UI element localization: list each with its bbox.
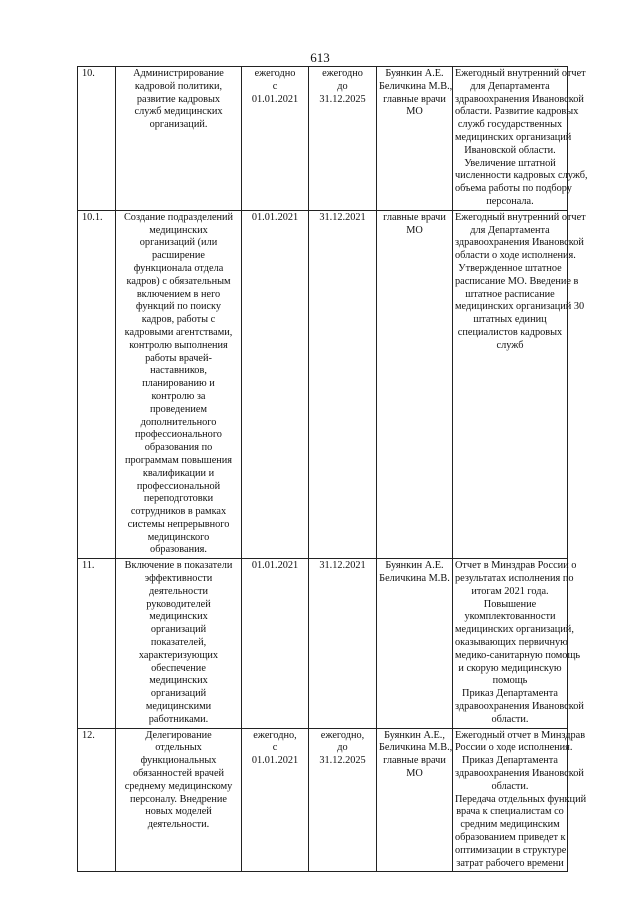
cell-line: области о ходе исполнения. (455, 250, 576, 262)
table-row (78, 559, 568, 728)
cell-line: объема работы по подбору (455, 183, 572, 195)
result-cell (453, 67, 588, 211)
cell-line: служб (496, 339, 524, 351)
cell-line: средним медицинским (460, 819, 560, 831)
cell-line: кадров) с обязательным (126, 275, 231, 287)
row-number: 10. (78, 67, 116, 211)
cell-line: медико-санитарную помощь (455, 649, 581, 661)
row-number: 12. (78, 728, 116, 872)
cell-line: ежегодно, (320, 729, 365, 741)
cell-line: новых моделей (145, 806, 212, 818)
cell-line: персонала. (486, 195, 534, 207)
cell-line: организаций (или (139, 237, 218, 249)
cell-line: кадровой политики, (134, 80, 223, 92)
cell-line: обязанностей врачей (132, 768, 225, 780)
cell-line: 01.01.2021 (251, 560, 299, 572)
cell-line: здравоохранения Ивановской (455, 768, 584, 780)
cell-line: 31.12.2021 (319, 211, 366, 223)
start-date-cell (242, 210, 309, 559)
responsible-cell (377, 67, 453, 211)
end-date-cell (309, 67, 377, 211)
cell-line: 01.01.2021 (251, 755, 299, 767)
cell-line: области. (491, 780, 529, 792)
cell-line: Делегирование (145, 729, 212, 741)
cell-line: наставников, (150, 365, 207, 377)
cell-line: Буянкин А.Е., (384, 729, 445, 741)
cell-line: системы непрерывного (127, 518, 230, 530)
cell-line: служб медицинских (134, 106, 223, 118)
cell-line: функционала отдела (133, 262, 224, 274)
cell-line: области. (491, 713, 529, 725)
cell-line: переподготовки (143, 493, 214, 505)
cell-line: для Департамента (470, 224, 550, 236)
cell-line: главные врачи (383, 93, 446, 105)
responsible-cell (377, 210, 453, 559)
cell-line: медицинских организаций, (455, 624, 574, 636)
cell-line: работниками. (148, 713, 209, 725)
cell-line: МО (406, 106, 423, 118)
result-cell (453, 210, 586, 559)
responsible-cell (377, 728, 453, 872)
cell-line: Приказ Департамента (462, 688, 558, 700)
event-cell (116, 67, 242, 211)
cell-line: образования по (144, 442, 213, 454)
cell-line: Беличкина М.В., (379, 742, 453, 754)
cell-line: помощь (492, 675, 528, 687)
cell-line: России о ходе исполнения. (455, 742, 573, 754)
activities-table (77, 66, 588, 872)
cell-line: до (337, 742, 348, 754)
cell-line: ежегодно, (253, 729, 297, 741)
cell-line: контролю выполнения (129, 339, 228, 351)
cell-line: образованием приведет к (455, 832, 566, 844)
cell-line: Администрирование (133, 68, 224, 79)
cell-line: отдельных (155, 742, 202, 754)
start-date-cell (242, 559, 309, 728)
cell-line: с (272, 80, 278, 92)
table-row (78, 67, 568, 211)
cell-line: для Департамента (470, 80, 550, 92)
cell-line: работы врачей- (145, 352, 212, 364)
cell-line: обеспечение (151, 662, 206, 674)
cell-line: оптимизации в структуре (455, 844, 567, 856)
cell-line: медицинских организаций 30 (455, 301, 585, 313)
cell-line: дополнительного (140, 416, 217, 428)
cell-line: ежегодно (254, 68, 296, 79)
cell-line: до (337, 80, 348, 92)
cell-line: функций по поиску (135, 301, 222, 313)
cell-line: Отчет в Минздрав России о (455, 560, 577, 572)
cell-line: 01.01.2021 (251, 93, 299, 105)
cell-line: Ивановской области. (464, 144, 556, 156)
cell-line: служб государственных (457, 119, 563, 131)
cell-line: Беличкина М.В., (379, 80, 453, 92)
cell-line: медицинского (147, 531, 210, 543)
cell-line: Утвержденное штатное (458, 262, 562, 274)
event-cell (116, 559, 242, 728)
cell-line: организаций. (149, 119, 208, 131)
cell-line: Ежегодный внутренний отчет (455, 68, 586, 79)
cell-line: персоналу. Внедрение (130, 793, 227, 805)
end-date-cell (309, 559, 377, 728)
end-date-cell (309, 728, 377, 872)
cell-line: здравоохранения Ивановской (455, 237, 584, 249)
result-cell (453, 728, 587, 872)
cell-line: расписание МО. Введение в (455, 275, 579, 287)
cell-line: расширение (151, 250, 206, 262)
cell-line: характеризующих (138, 649, 219, 661)
cell-line: Увеличение штатной (464, 157, 556, 169)
cell-line: и скорую медицинскую (458, 662, 562, 674)
cell-line: Буянкин А.Е. (385, 560, 444, 572)
cell-line: врача к специалистам со (456, 806, 564, 818)
cell-line: профессионального (135, 429, 222, 441)
page-number: 613 (310, 50, 330, 65)
cell-line: МО (406, 224, 423, 236)
table-row (78, 210, 568, 559)
row-number: 11. (78, 559, 116, 728)
start-date-cell (242, 67, 309, 211)
end-date-cell (309, 210, 377, 559)
result-cell (453, 559, 584, 728)
cell-line: результатах исполнения по (455, 573, 574, 585)
cell-line: штатных единиц (473, 314, 547, 326)
cell-line: ежегодно (322, 68, 363, 79)
cell-line: МО (406, 768, 423, 780)
cell-line: с (272, 742, 278, 754)
cell-line: оказывающих первичную (455, 637, 568, 649)
cell-line: медицинских организаций (455, 131, 572, 143)
cell-line: развитие кадровых (136, 93, 221, 105)
cell-line: медицинских (149, 224, 208, 236)
cell-line: области. Развитие кадровых (455, 106, 579, 118)
cell-line: контролю за (151, 390, 206, 402)
cell-line: включением в него (136, 288, 221, 300)
cell-line: штатное расписание (465, 288, 555, 300)
cell-line: функциональных (140, 755, 217, 767)
cell-line: образования. (150, 544, 207, 556)
cell-line: специалистов кадровых (457, 326, 563, 338)
event-cell (116, 210, 242, 559)
cell-line: эффективности (144, 573, 213, 585)
cell-line: проведением (150, 403, 207, 415)
cell-line: 31.12.2025 (319, 755, 366, 767)
cell-line: Беличкина М.В. (379, 573, 450, 585)
cell-line: медицинскими (145, 701, 212, 713)
cell-line: планированию и (142, 378, 215, 390)
cell-line: руководителей (146, 598, 211, 610)
cell-line: 31.12.2021 (319, 560, 366, 572)
cell-line: главные врачи (383, 755, 446, 767)
cell-line: сотрудников в рамках (130, 506, 227, 518)
row-number: 10.1. (78, 210, 116, 559)
cell-line: Включение в показатели (124, 560, 233, 572)
cell-line: медицинских (149, 611, 208, 623)
cell-line: кадровыми агентствами, (124, 326, 233, 338)
event-cell (116, 728, 242, 872)
cell-line: организаций (150, 688, 207, 700)
cell-line: укомплектованности (464, 611, 556, 623)
cell-line: Передача отдельных функций (455, 793, 587, 805)
cell-line: Буянкин А.Е. (385, 68, 444, 79)
cell-line: Ежегодный внутренний отчет (455, 211, 586, 223)
cell-line: показателей, (150, 637, 207, 649)
cell-line: 31.12.2025 (319, 93, 366, 105)
cell-line: медицинских (149, 675, 208, 687)
table-row (78, 728, 568, 872)
cell-line: Приказ Департамента (462, 755, 558, 767)
cell-line: Повышение (483, 598, 537, 610)
cell-line: деятельности. (147, 819, 210, 831)
cell-line: Создание подразделений (123, 211, 234, 223)
cell-line: численности кадровых служб, (455, 170, 588, 182)
cell-line: итогам 2021 года. (471, 585, 549, 597)
cell-line: здравоохранения Ивановской (455, 701, 584, 713)
cell-line: профессиональной (136, 480, 221, 492)
cell-line: затрат рабочего времени (456, 857, 564, 869)
cell-line: среднему медицинскому (124, 780, 233, 792)
cell-line: программам повышения (124, 454, 233, 466)
cell-line: Ежегодный отчет в Минздрав (455, 729, 586, 741)
cell-line: здравоохранения Ивановской (455, 93, 584, 105)
start-date-cell (242, 728, 309, 872)
cell-line: деятельности (149, 585, 208, 597)
cell-line: 01.01.2021 (251, 211, 299, 223)
responsible-cell (377, 559, 453, 728)
cell-line: главные врачи (383, 211, 446, 223)
cell-line: организаций (150, 624, 207, 636)
cell-line: кадров, работы с (141, 314, 216, 326)
cell-line: квалификации и (142, 467, 215, 479)
